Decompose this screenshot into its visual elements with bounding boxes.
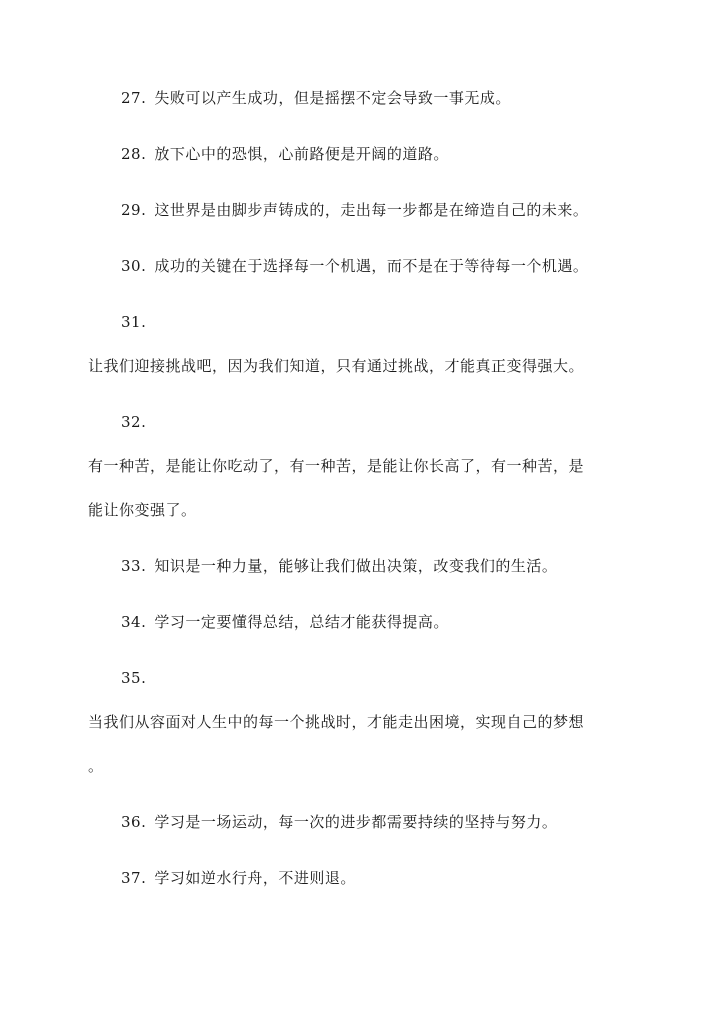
item-text: 失败可以产生成功，但是摇摆不定会导致一事无成。: [154, 89, 511, 107]
item-text-line: 让我们迎接挑战吧，因为我们知道，只有通过挑战，才能真正变得强大。: [88, 357, 585, 375]
item-text: 知识是一种力量，能够让我们做出决策，改变我们的生活。: [154, 557, 558, 575]
list-item-36: [121, 812, 557, 832]
item-number: 32.: [121, 413, 147, 431]
item-text: 成功的关键在于选择每一个机遇，而不是在于等待每一个机遇。: [154, 257, 589, 275]
item-text-line: 有一种苦，是能让你吃动了，有一种苦，是能让你长高了，有一种苦，是: [88, 457, 585, 475]
list-item-34: [121, 612, 449, 632]
list-item-31-text: [88, 356, 584, 376]
item-number: 27.: [121, 89, 147, 107]
item-text: 放下心中的恐惧，心前路便是开阔的道路。: [154, 145, 449, 163]
item-text-line: 。: [88, 757, 104, 775]
list-item-27: [121, 88, 511, 108]
item-number: 35.: [121, 669, 147, 687]
item-text: 学习是一场运动，每一次的进步都需要持续的坚持与努力。: [154, 813, 558, 831]
list-item-32-text-line-2: [88, 500, 197, 520]
item-number: 37.: [121, 869, 147, 887]
item-text-line: 当我们从容面对人生中的每一个挑战时，才能走出困境，实现自己的梦想: [88, 713, 585, 731]
list-item-30: [121, 256, 588, 276]
item-number: 33.: [121, 557, 147, 575]
item-text: 学习如逆水行舟，不进则退。: [154, 869, 356, 887]
list-item-31-number: [121, 312, 146, 332]
item-number: 28.: [121, 145, 147, 163]
item-number: 30.: [121, 257, 147, 275]
list-item-37: [121, 868, 356, 888]
list-item-33: [121, 556, 557, 576]
list-item-32-number: [121, 412, 146, 432]
list-item-35-text-line-1: [88, 712, 584, 732]
item-number: 29.: [121, 201, 147, 219]
item-text: 这世界是由脚步声铸成的，走出每一步都是在缔造自己的未来。: [154, 201, 589, 219]
item-number: 31.: [121, 313, 147, 331]
list-item-28: [121, 144, 449, 164]
list-item-29: [121, 200, 588, 220]
item-text: 学习一定要懂得总结，总结才能获得提高。: [154, 613, 449, 631]
item-number: 36.: [121, 813, 147, 831]
list-item-35-text-line-2: [88, 756, 104, 776]
item-number: 34.: [121, 613, 147, 631]
item-text-line: 能让你变强了。: [88, 501, 197, 519]
list-item-35-number: [121, 668, 146, 688]
list-item-32-text-line-1: [88, 456, 584, 476]
